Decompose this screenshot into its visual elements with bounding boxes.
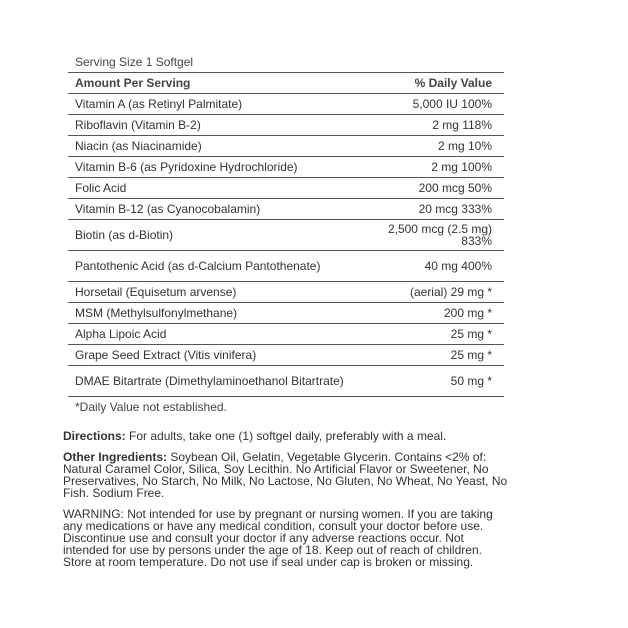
nutrient-amount: 2 mg 10%	[368, 136, 504, 157]
label-notes	[63, 430, 509, 577]
daily-value-footnote: *Daily Value not established.	[75, 400, 227, 414]
table-row	[68, 345, 504, 366]
nutrient-name: Grape Seed Extract (Vitis vinifera)	[68, 345, 368, 366]
nutrient-amount: 2 mg 118%	[368, 115, 504, 136]
nutrient-name: Vitamin B-12 (as Cyanocobalamin)	[68, 199, 368, 220]
table-row	[68, 251, 504, 282]
nutrient-amount: 2,500 mcg (2.5 mg) 833%	[368, 220, 504, 251]
table-row	[68, 178, 504, 199]
table-row	[68, 136, 504, 157]
nutrient-name: MSM (Methylsulfonylmethane)	[68, 303, 368, 324]
nutrient-name: Riboflavin (Vitamin B-2)	[68, 115, 368, 136]
table-row	[68, 282, 504, 303]
nutrient-name: Pantothenic Acid (as d-Calcium Pantothenate)	[68, 251, 368, 282]
other-ingredients-label: Other Ingredients:	[63, 450, 168, 464]
nutrient-name: Biotin (as d-Biotin)	[68, 220, 368, 251]
nutrient-name: Niacin (as Niacinamide)	[68, 136, 368, 157]
nutrient-name: Vitamin A (as Retinyl Palmitate)	[68, 94, 368, 115]
table-row	[68, 303, 504, 324]
nutrient-amount: 20 mcg 333%	[368, 199, 504, 220]
nutrient-amount: 50 mg *	[368, 366, 504, 397]
table-row	[68, 157, 504, 178]
table-row	[68, 324, 504, 345]
nutrient-amount: 40 mg 400%	[368, 251, 504, 282]
supplement-facts	[68, 52, 502, 417]
directions-text: For adults, take one (1) softgel daily, preferably with a meal.	[125, 429, 447, 443]
nutrient-amount: 5,000 IU 100%	[368, 94, 504, 115]
directions	[63, 430, 509, 442]
other-ingredients	[63, 451, 509, 499]
header-amount-per-serving: Amount Per Serving	[68, 73, 368, 94]
nutrient-name: Vitamin B-6 (as Pyridoxine Hydrochloride)	[68, 157, 368, 178]
table-row	[68, 366, 504, 397]
nutrient-amount: 200 mcg 50%	[368, 178, 504, 199]
other-ingredients-text: Soybean Oil, Gelatin, Vegetable Glycerin. Contains <2% of: Natural Caramel Color, Silica, Soy Lecithin. No Artificial Flavor or Sweetener, No Preservatives, No Starch, No Milk, No Lactose, No Gluten, No Wheat, No Yeast, No Fish. Sodium Free.	[63, 450, 508, 500]
warning: WARNING: Not intended for use by pregnant or nursing women. If you are taking any medications or have any medical condition, consult your doctor before use. Discontinue use and consult your doctor if any adverse reactions occur. Not intended for use by persons under the age of 18. Keep out of reach of children. Store at room temperature. Do not use if seal under cap is broken or missing.	[63, 507, 493, 569]
table-row	[68, 115, 504, 136]
nutrient-amount: 25 mg *	[368, 345, 504, 366]
nutrient-name: DMAE Bitartrate (Dimethylaminoethanol Bitartrate)	[68, 366, 368, 397]
table-header-row	[68, 73, 504, 94]
header-daily-value: % Daily Value	[368, 73, 504, 94]
nutrient-name: Horsetail (Equisetum arvense)	[68, 282, 368, 303]
nutrient-amount: (aerial) 29 mg *	[368, 282, 504, 303]
nutrient-table	[68, 72, 504, 397]
nutrient-name: Alpha Lipoic Acid	[68, 324, 368, 345]
table-row	[68, 220, 504, 251]
table-row	[68, 199, 504, 220]
nutrient-amount: 200 mg *	[368, 303, 504, 324]
directions-label: Directions:	[63, 429, 126, 443]
nutrient-name: Folic Acid	[68, 178, 368, 199]
table-row	[68, 94, 504, 115]
serving-size: Serving Size 1 Softgel	[75, 55, 194, 69]
nutrient-amount: 2 mg 100%	[368, 157, 504, 178]
nutrient-amount: 25 mg *	[368, 324, 504, 345]
